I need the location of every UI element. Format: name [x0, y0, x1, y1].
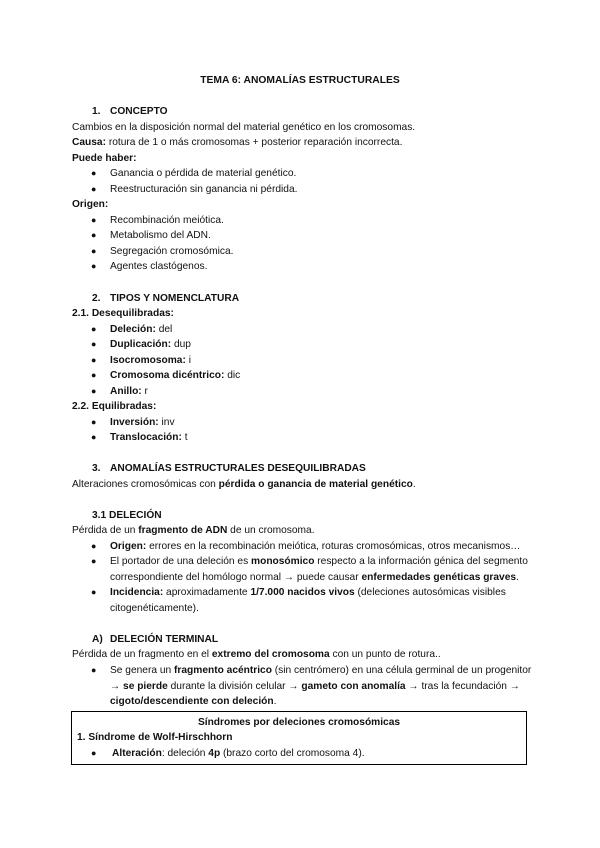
list-item: [110, 664, 531, 677]
text-run: : deleción: [161, 748, 209, 759]
text-run: Alteraciones cromosómicas con: [72, 479, 219, 490]
item-code: t: [181, 432, 188, 443]
item-label: Deleción:: [110, 324, 156, 335]
puede-haber-label: Puede haber:: [72, 153, 137, 164]
bullet-icon: ●: [91, 230, 97, 240]
item-label: Alteración: [112, 748, 162, 759]
text-run: Pérdida de un: [72, 525, 139, 536]
box-subtitle: 1. Síndrome de Wolf-Hirschhorn: [77, 732, 233, 743]
list-item-continuation: citogenéticamente).: [110, 603, 199, 614]
text-run-bold: gameto con anomalía: [301, 681, 406, 692]
list-item: Segregación cromosómica.: [110, 246, 234, 257]
list-item: Reestructuración sin ganancia ni pérdida.: [110, 184, 298, 195]
origen-label: Origen:: [72, 199, 109, 210]
item-label: Origen:: [110, 541, 147, 552]
bullet-icon: ●: [91, 184, 97, 194]
section-1-number: 1.: [92, 106, 101, 117]
syndromes-box: [71, 711, 527, 765]
section-3-number: 3.: [92, 463, 101, 474]
list-item: Recombinación meiótica.: [110, 215, 224, 226]
text-run-bold: fragmento acéntrico: [174, 665, 272, 676]
list-item: [110, 586, 506, 599]
item-label: Isocromosoma:: [110, 355, 186, 366]
text-run: (deleciones autosómicas visibles: [354, 587, 506, 598]
list-item-continuation: [110, 680, 520, 693]
text-run-bold: pérdida o ganancia de material genético: [218, 479, 413, 490]
causa-label: Causa:: [72, 137, 106, 148]
list-item: [110, 385, 148, 398]
list-item: [110, 323, 172, 336]
text-run: correspondiente del homólogo normal → puede causar: [110, 572, 362, 583]
section-2-heading: TIPOS Y NOMENCLATURA: [110, 293, 240, 304]
text-run-bold: fragmento de ADN: [138, 525, 228, 536]
subsection-a-marker: A): [92, 634, 103, 645]
item-label: Translocación:: [110, 432, 182, 443]
subsection-a-heading: DELECIÓN TERMINAL: [110, 634, 219, 645]
item-code: del: [155, 324, 173, 335]
item-code: r: [141, 386, 148, 397]
text-run: respecto a la información génica del segmento: [314, 556, 528, 567]
equilibradas-label: 2.2. Equilibradas:: [72, 401, 157, 412]
list-item: [110, 369, 240, 382]
bullet-icon: ●: [91, 339, 97, 349]
text-run: El portador de una deleción es: [110, 556, 252, 567]
box-title: Síndromes por deleciones cromosómicas: [197, 717, 401, 728]
list-item: Agentes clastógenos.: [110, 261, 208, 272]
text-run: durante la división celular →: [167, 681, 302, 692]
bullet-icon: ●: [91, 541, 97, 551]
section-1-definition: Cambios en la disposición normal del material genético en los cromosomas.: [72, 122, 416, 133]
bullet-icon: ●: [91, 246, 97, 256]
item-code: i: [185, 355, 191, 366]
text-run-bold: enfermedades genéticas graves: [361, 572, 517, 583]
bullet-icon: ●: [91, 168, 97, 178]
text-run-bold: se pierde: [123, 681, 168, 692]
item-label: Duplicación:: [110, 339, 172, 350]
list-item: [110, 555, 528, 568]
bullet-icon: ●: [91, 261, 97, 271]
text-run-bold: cigoto/descendiente con deleción: [110, 696, 274, 707]
bullet-icon: ●: [91, 432, 97, 442]
text-run-bold: 1/7.000 nacidos vivos: [250, 587, 355, 598]
text-run: .: [273, 696, 277, 707]
bullet-icon: ●: [91, 665, 97, 675]
text-run: con un punto de rotura..: [329, 649, 441, 660]
section-3-text: [72, 478, 416, 491]
item-code: dup: [171, 339, 191, 350]
text-run: aproximadamente: [163, 587, 251, 598]
bullet-icon: ●: [91, 215, 97, 225]
text-run-bold: monosómico: [251, 556, 315, 567]
list-item: [110, 354, 191, 367]
box-list-item: [112, 747, 365, 760]
list-item: [110, 540, 520, 553]
text-run-bold: extremo del cromosoma: [211, 649, 330, 660]
section-2-number: 2.: [92, 293, 101, 304]
bullet-icon: ●: [91, 748, 97, 758]
text-run: Se genera un: [110, 665, 175, 676]
causa-line: [72, 136, 402, 149]
item-code: dic: [224, 370, 241, 381]
item-label: Cromosoma dicéntrico:: [110, 370, 225, 381]
delecion-definition: [72, 524, 315, 537]
list-item-continuation: [110, 695, 276, 708]
text-run: .: [412, 479, 416, 490]
bullet-icon: ●: [91, 556, 97, 566]
section-3-heading: ANOMALÍAS ESTRUCTURALES DESEQUILIBRADAS: [110, 463, 366, 474]
text-run: .: [516, 572, 519, 583]
item-label: Anillo:: [110, 386, 142, 397]
causa-text: rotura de 1 o más cromosomas + posterior reparación incorrecta.: [105, 137, 403, 148]
text-run: errores en la recombinación meiótica, roturas cromosómicas, otros mecanismos…: [146, 541, 521, 552]
text-run: (sin centrómero) en una célula germinal de un progenitor: [271, 665, 532, 676]
bullet-icon: ●: [91, 355, 97, 365]
bullet-icon: ●: [91, 370, 97, 380]
list-item: Ganancia o pérdida de material genético.: [110, 168, 297, 179]
item-label: Inversión:: [110, 417, 159, 428]
item-label: Incidencia:: [110, 587, 164, 598]
section-1-heading: CONCEPTO: [110, 106, 168, 117]
bullet-icon: ●: [91, 386, 97, 396]
terminal-definition: [72, 648, 441, 661]
desequilibradas-label: 2.1. Desequilibradas:: [72, 308, 174, 319]
text-run: Pérdida de un fragmento en el: [72, 649, 212, 660]
bullet-icon: ●: [91, 587, 97, 597]
item-code: inv: [158, 417, 175, 428]
section-3-1-heading: 3.1 DELECIÓN: [92, 510, 162, 521]
list-item: Metabolismo del ADN.: [110, 230, 211, 241]
list-item: [110, 431, 188, 444]
list-item: [110, 416, 175, 429]
text-run: de un cromosoma.: [227, 525, 315, 536]
list-item: [110, 338, 191, 351]
page-title: TEMA 6: ANOMALÍAS ESTRUCTURALES: [200, 75, 400, 86]
list-item-continuation: [110, 571, 519, 584]
text-run: → tras la fecundación →: [405, 681, 520, 692]
bullet-icon: ●: [91, 417, 97, 427]
text-run: (brazo corto del cromosoma 4).: [220, 748, 365, 759]
bullet-icon: ●: [91, 324, 97, 334]
text-run-bold: 4p: [208, 748, 221, 759]
text-run: →: [110, 681, 124, 692]
